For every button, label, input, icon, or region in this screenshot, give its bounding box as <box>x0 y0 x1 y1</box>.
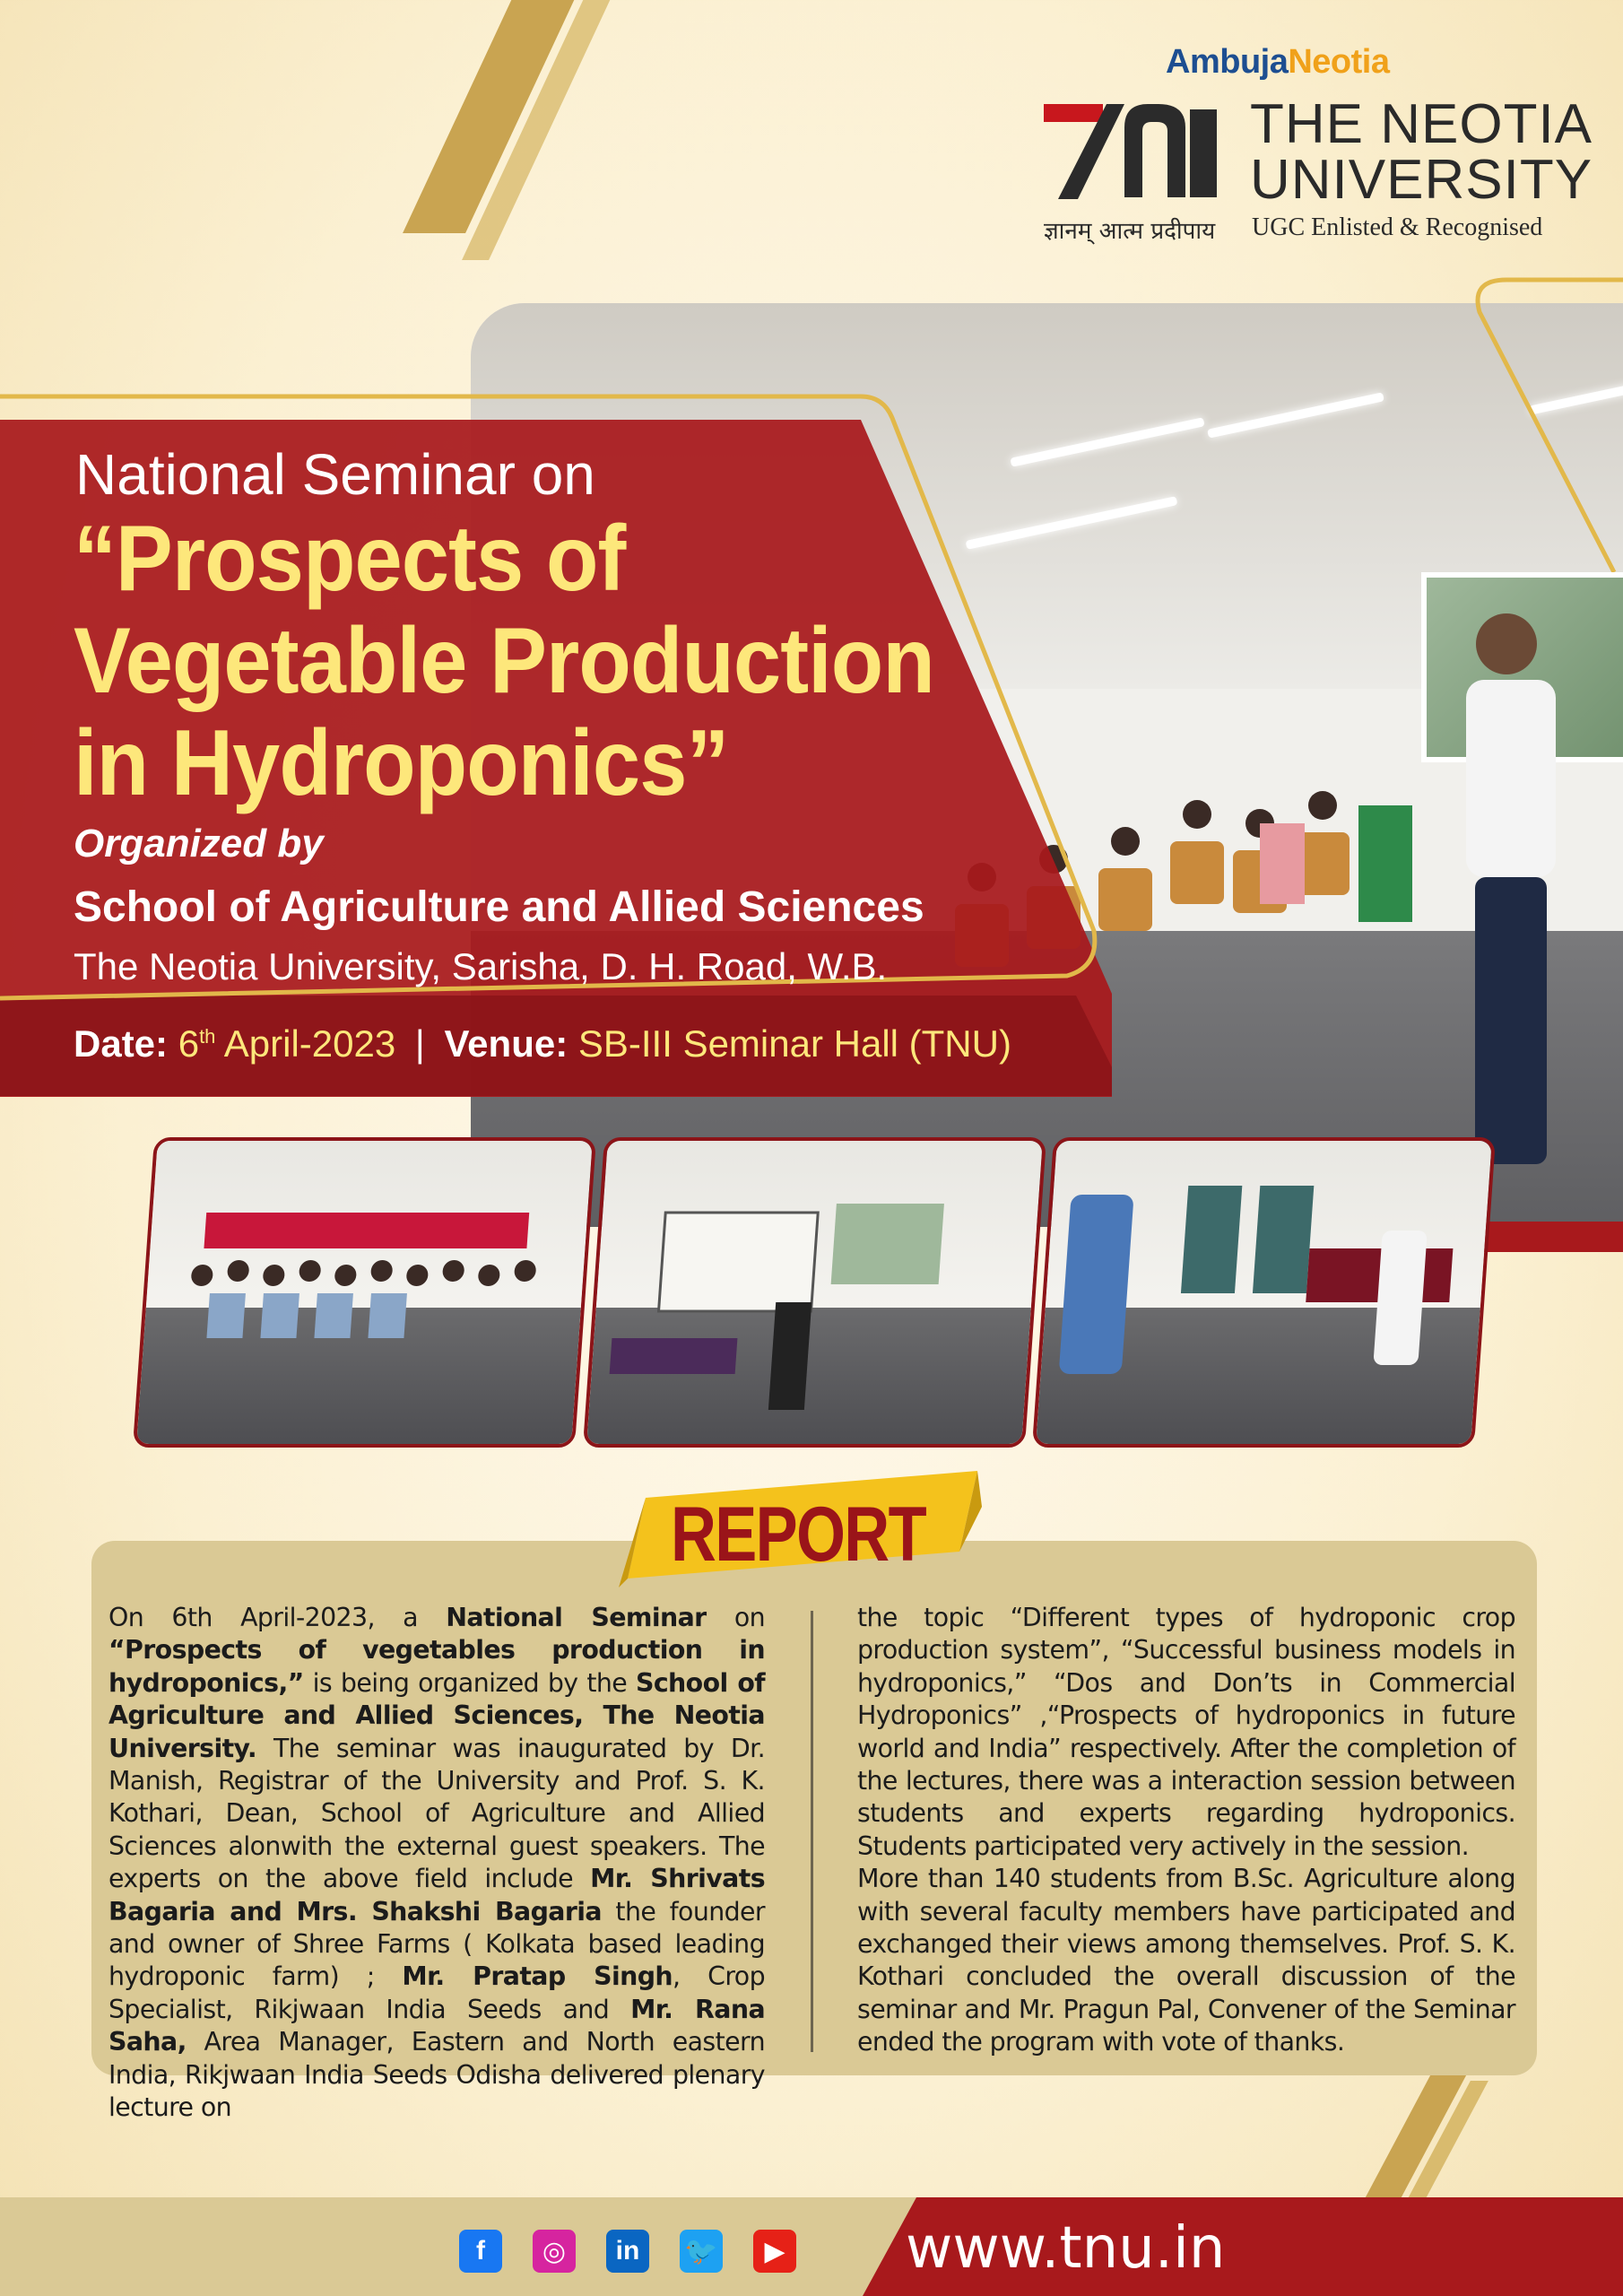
tnu-logo-icon <box>1042 100 1221 208</box>
column-divider <box>811 1611 813 2052</box>
seminar-title <box>74 508 934 814</box>
report-text-run: National Seminar <box>446 1603 707 1632</box>
linkedin-icon[interactable]: in <box>606 2230 649 2273</box>
report-heading: REPORT <box>670 1492 926 1578</box>
facebook-icon[interactable]: f <box>459 2230 502 2273</box>
report-text-run: Mr. Shrivats Bagaria and Mrs. Shakshi Bagaria <box>108 1864 765 1926</box>
university-motto: ज्ञानम् आत्म प्रदीपाय <box>1044 218 1216 245</box>
gold-frame-line <box>1453 276 1623 572</box>
report-text-run: School of Agriculture and Allied Sciences, The Neotia University. <box>108 1667 765 1763</box>
date-value: 6th April-2023 <box>178 1022 396 1065</box>
seminar-title-line3: in Hydroponics” <box>74 711 729 815</box>
twitter-icon[interactable]: 🐦 <box>680 2230 723 2273</box>
report-text-run: Mr. Pratap Singh <box>402 1961 673 1992</box>
ambuja-neotia-logo <box>1166 43 1390 82</box>
report-text-run: On 6th April-2023, a <box>108 1603 447 1632</box>
university-name <box>1250 93 1593 211</box>
ugc-recognition: UGC Enlisted & Recognised <box>1252 213 1543 241</box>
brand-ambuja: Ambuja <box>1166 43 1289 81</box>
report-text-run: “Prospects of vegetables production in hydroponics,” <box>108 1635 765 1698</box>
brand-neotia: Neotia <box>1288 43 1390 81</box>
organizer-address: The Neotia University, Sarisha, D. H. Road, W.B. <box>74 945 888 987</box>
instagram-icon[interactable]: ◎ <box>533 2230 576 2273</box>
seminar-photo-thumbnail <box>583 1137 1046 1448</box>
venue-label: Venue: <box>444 1022 568 1065</box>
report-text-run: the founder and owner of Shree Farms ( Kolkata based leading hydroponic farm) ; <box>108 1896 765 1992</box>
seminar-title-line2: Vegetable Production <box>74 609 934 713</box>
organizer-school: School of Agriculture and Allied Sciences <box>74 883 924 931</box>
report-text-run: is being organized by the <box>303 1667 636 1698</box>
report-text-run: the topic “Different types of hydroponic crop production system”, “Successful business models in hydroponics,” “Dos and Don’ts in Commercial Hydroponics” ,“Prospects of hydroponics in future world and India” respectively. After the completion of the lectures, there was a interaction session between students and experts regarding hydroponics. Students participated very actively in the session. <box>857 1603 1515 1861</box>
report-column-1 <box>108 1602 765 2125</box>
university-name-line1: THE NEOTIA <box>1250 93 1593 155</box>
date-venue-line <box>74 1022 1011 1065</box>
venue-value: SB-III Seminar Hall (TNU) <box>577 1022 1011 1065</box>
website-link[interactable]: www.tnu.in <box>906 2215 1226 2282</box>
seminar-photo-thumbnail <box>133 1137 596 1448</box>
date-label: Date: <box>74 1022 169 1065</box>
report-text-run: More than 140 students from B.Sc. Agriculture along with several faculty members have participated and exchanged their views among themselves. Prof. S. K. Kothari concluded the overall discussion of the seminar and Mr. Pragun Pal, Convener of the Seminar ended the program with vote of thanks. <box>857 1864 1515 2057</box>
report-text-run: , Crop Specialist, Rikjwaan India Seeds and <box>108 1961 765 2024</box>
organized-by-label: Organized by <box>74 822 324 865</box>
report-text-run: Area Manager, Eastern and North eastern India, Rikjwaan India Seeds Odisha delivered plenary lecture on <box>108 2027 765 2123</box>
speaker-figure <box>1439 599 1574 1173</box>
seminar-photo-thumbnail <box>1032 1137 1496 1448</box>
report-text-run: The seminar was inaugurated by Dr. Manish, Registrar of the University and Prof. S. K. Kothari, Dean, School of Agriculture and Allied Sciences alonwith the external guest speakers. The experts on the above field include <box>108 1733 765 1894</box>
report-column-2 <box>857 1602 1515 2059</box>
report-text-run: Mr. Rana Saha, <box>108 1994 766 2057</box>
seminar-pretitle: National Seminar on <box>75 442 595 507</box>
report-text-run: on <box>706 1603 765 1632</box>
youtube-icon[interactable]: ▶ <box>753 2230 796 2273</box>
university-name-line2: UNIVERSITY <box>1250 149 1593 211</box>
seminar-title-line1: “Prospects of <box>74 507 626 611</box>
separator: | <box>414 1022 425 1065</box>
